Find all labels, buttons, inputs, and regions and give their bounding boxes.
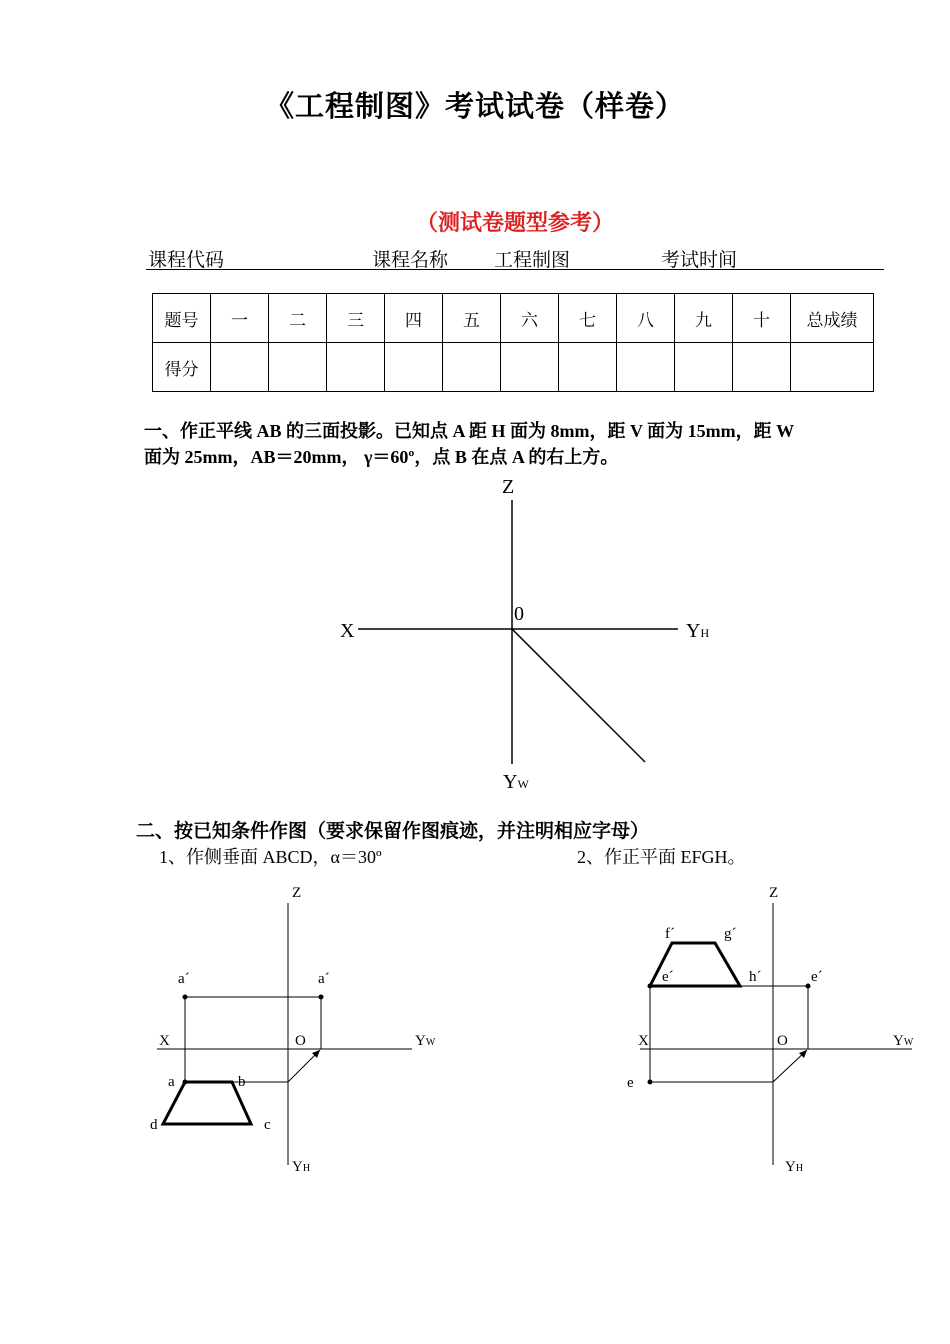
d3-o-label: O bbox=[777, 1033, 788, 1049]
d2-z-label: Z bbox=[292, 885, 302, 901]
yw-diagonal-line bbox=[512, 629, 645, 762]
question-number-cell: 四 bbox=[385, 294, 443, 343]
d2-point bbox=[319, 995, 324, 1000]
d2-o-label: O bbox=[295, 1033, 306, 1049]
x-label: X bbox=[340, 620, 355, 642]
question-2-heading: 二、按已知条件作图（要求保留作图痕迹，并注明相应字母） bbox=[136, 820, 650, 842]
d2-x-label: X bbox=[159, 1033, 170, 1049]
question-number-cell: 三 bbox=[327, 294, 385, 343]
z-label: Z bbox=[502, 476, 515, 498]
course-name-value: 工程制图 bbox=[494, 249, 571, 271]
d3-point bbox=[806, 984, 811, 989]
d3-point bbox=[648, 984, 653, 989]
page-title: 《工程制图》考试试卷（样卷） bbox=[264, 89, 685, 123]
question-2-sub-1: 1、作侧垂面 ABCD，α＝30º bbox=[159, 847, 382, 867]
score-row-header: 得分 bbox=[153, 343, 211, 392]
d3-label-e-prime-front: e´ bbox=[662, 969, 674, 985]
question-1-line-2: 面为 25mm，AB＝20mm， γ＝60º，点 B 在点 A 的右上方。 bbox=[144, 447, 619, 467]
question-2-sub-2: 2、作正平面 EFGH。 bbox=[577, 847, 746, 867]
d3-x-label: X bbox=[638, 1033, 649, 1049]
d2-yw-label: YW bbox=[415, 1033, 436, 1049]
d2-label-a-prime-side: a´ bbox=[318, 971, 330, 987]
yh-label: YH bbox=[686, 620, 710, 642]
d2-point bbox=[183, 1080, 188, 1085]
question-number-cell: 五 bbox=[443, 294, 501, 343]
d3-point bbox=[648, 1080, 653, 1085]
question-number-cell: 二 bbox=[269, 294, 327, 343]
d2-label-d: d bbox=[150, 1117, 158, 1133]
question-number-cell: 六 bbox=[501, 294, 559, 343]
exam-time-label: 考试时间 bbox=[661, 249, 738, 271]
d2-label-c: c bbox=[264, 1117, 271, 1133]
course-code-label: 课程代码 bbox=[148, 249, 225, 271]
question-number-cell: 七 bbox=[559, 294, 617, 343]
d3-yw-label: YW bbox=[893, 1033, 914, 1049]
d2-yh-label: YH bbox=[292, 1159, 311, 1175]
d3-label-g-prime: g´ bbox=[724, 926, 737, 942]
question-number-cell: 八 bbox=[617, 294, 675, 343]
question-number-cell: 十 bbox=[733, 294, 791, 343]
d3-label-e-prime-side: e´ bbox=[811, 969, 823, 985]
d3-yh-label: YH bbox=[785, 1159, 804, 1175]
d3-label-h-prime: h´ bbox=[749, 969, 762, 985]
question-1-line-1: 一、作正平线 AB 的三面投影。已知点 A 距 H 面为 8mm，距 V 面为 15mm，距 W bbox=[144, 421, 795, 441]
d2-point bbox=[183, 995, 188, 1000]
d2-label-b: b bbox=[238, 1074, 246, 1090]
page-subtitle: （测试卷题型参考） bbox=[415, 211, 614, 236]
origin-label: 0 bbox=[514, 603, 524, 625]
total-score-header: 总成绩 bbox=[791, 294, 874, 343]
d2-label-a-prime-front: a´ bbox=[178, 971, 190, 987]
d2-label-a: a bbox=[168, 1074, 175, 1090]
yw-label: YW bbox=[503, 771, 529, 793]
question-number-cell: 九 bbox=[675, 294, 733, 343]
question-number-header: 题号 bbox=[153, 294, 211, 343]
course-name-label: 课程名称 bbox=[372, 249, 449, 271]
d3-z-label: Z bbox=[769, 885, 779, 901]
d3-label-f-prime: f´ bbox=[665, 926, 675, 942]
question-number-cell: 一 bbox=[211, 294, 269, 343]
d3-label-e: e bbox=[627, 1075, 634, 1091]
